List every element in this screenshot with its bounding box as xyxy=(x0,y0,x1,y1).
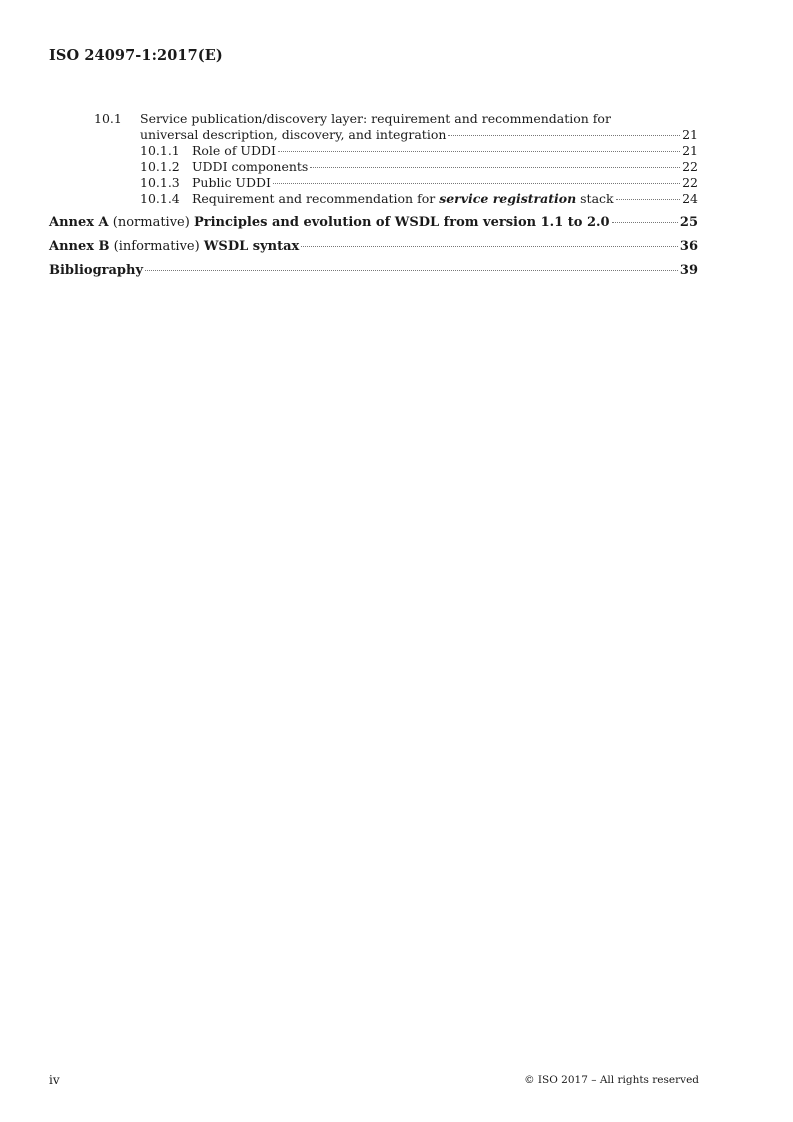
toc-entry-10-1-cont[interactable] xyxy=(140,128,698,142)
toc-page: 22 xyxy=(682,159,698,174)
toc-page: 25 xyxy=(679,215,698,230)
copyright-notice: © ISO 2017 – All rights reserved xyxy=(524,1074,699,1086)
toc-number: 10.1.1 xyxy=(140,143,180,158)
annex-label: Annex A xyxy=(49,215,109,230)
toc-page: 39 xyxy=(679,263,698,278)
leader-dots xyxy=(145,270,678,271)
leader-dots xyxy=(310,167,680,168)
toc-title xyxy=(192,192,614,206)
toc-entry-annex-b[interactable] xyxy=(49,240,698,254)
leader-dots xyxy=(301,246,678,247)
toc-entry-10-1-4[interactable] xyxy=(140,192,698,206)
toc-entry-bibliography[interactable] xyxy=(49,264,698,278)
toc-page: 36 xyxy=(679,239,698,254)
toc-number: 10.1.3 xyxy=(140,175,180,190)
toc-title-line1: Service publication/discovery layer: requirement and recommendation for xyxy=(140,111,611,126)
toc-page: 24 xyxy=(682,191,698,206)
annex-label: Annex B xyxy=(49,239,110,254)
toc-entry-10-1-1[interactable] xyxy=(140,144,698,158)
leader-dots xyxy=(448,135,680,136)
document-identifier: ISO 24097-1:2017(E) xyxy=(49,47,223,64)
toc-title: UDDI components xyxy=(192,159,309,174)
toc-title: Public UDDI xyxy=(192,175,271,190)
page-number: iv xyxy=(49,1073,60,1087)
annex-title: WSDL syntax xyxy=(203,239,300,254)
toc-page: 21 xyxy=(682,143,698,158)
toc-number: 10.1 xyxy=(94,111,122,126)
toc-entry-10-1-2[interactable] xyxy=(140,160,698,174)
leader-dots xyxy=(612,222,678,223)
annex-title: Principles and evolution of WSDL from version 1.1 to 2.0 xyxy=(193,215,610,230)
toc-title-line2: universal description, discovery, and integration xyxy=(140,127,447,142)
toc-page: 21 xyxy=(682,127,698,142)
toc-entry-10-1[interactable] xyxy=(94,112,698,126)
toc-title-emphasis: service registration xyxy=(439,191,577,206)
leader-dots xyxy=(273,183,680,184)
toc-number: 10.1.4 xyxy=(140,191,180,206)
annex-kind: (informative) xyxy=(109,239,204,254)
annex-kind: (normative) xyxy=(108,215,194,230)
toc-title-pre: Requirement and recommendation for xyxy=(192,191,440,206)
toc-page: 22 xyxy=(682,175,698,190)
bibliography-title: Bibliography xyxy=(49,263,144,278)
toc-entry-annex-a[interactable] xyxy=(49,216,698,230)
leader-dots xyxy=(278,151,680,152)
toc-number: 10.1.2 xyxy=(140,159,180,174)
toc-entry-10-1-3[interactable] xyxy=(140,176,698,190)
leader-dots xyxy=(616,199,680,200)
toc-title: Role of UDDI xyxy=(192,143,276,158)
toc-title-post: stack xyxy=(576,191,614,206)
